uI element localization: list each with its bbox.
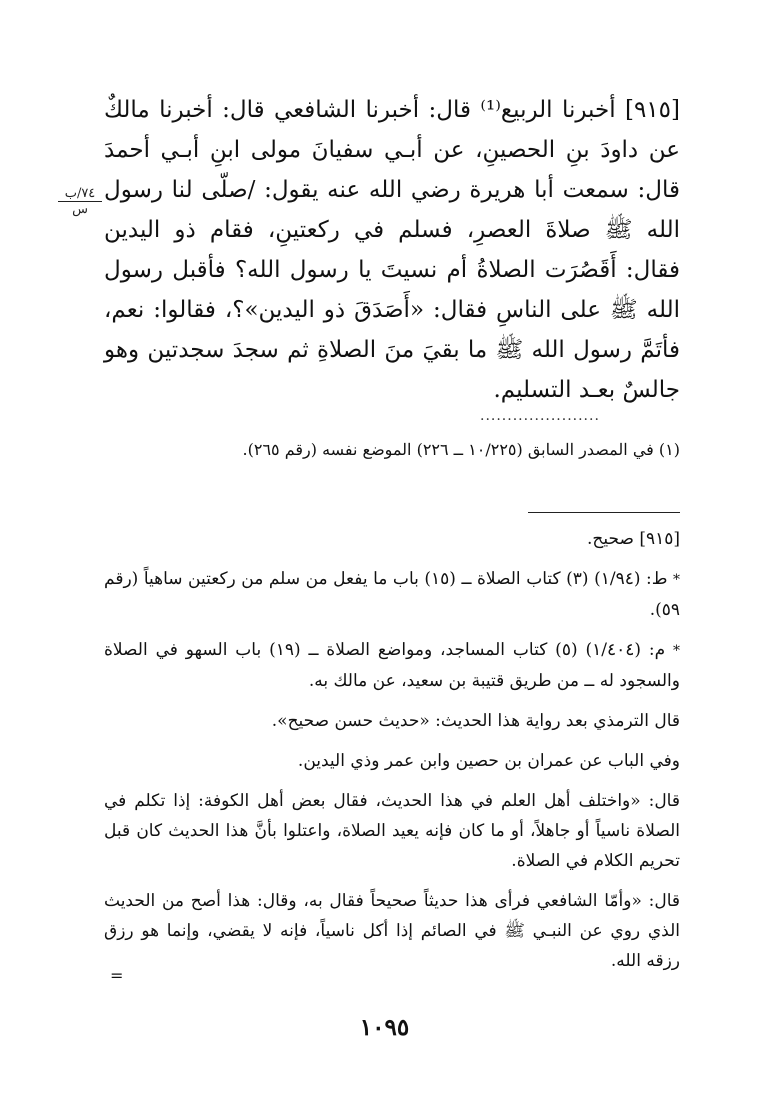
source-item-muwatta-text: ط: (١/٩٤) (٣) كتاب الصلاة ــ (١٥) باب ما يفعل من سلم من ركعتين ساهياً (رقم ٥٩). bbox=[104, 569, 680, 620]
tirmidhi-grading: قال الترمذي بعد رواية هذا الحديث: «حديث حسن صحيح». bbox=[271, 711, 680, 731]
commentary-block bbox=[104, 524, 680, 986]
scholars-difference: قال: «واختلف أهل العلم في هذا الحديث، فقال بعض أهل الكوفة: إذا تكلم في الصلاة ناسياً أو جاهلاً، أو ما كان فإنه يعيد الصلاة، واعتلوا بأنَّ هذا الحديث كان قبل تحريم الكلام في الصلاة. bbox=[104, 791, 680, 871]
star-icon: * bbox=[673, 643, 680, 659]
shafii-opinion: قال: «وأمّا الشافعي فرأى هذا حديثاً صحيحاً فقال به، وقال: هذا أصح من الحديث الذي روي عن النبـي ﷺ في الصائم إذا أكل ناسياً، فإنه لا يقضي، وإنما هو رزق رزقه الله. bbox=[104, 891, 680, 971]
commentary-heading: [٩١٥] صحيح. bbox=[587, 529, 680, 549]
page-number: ١٠٩٥ bbox=[359, 1014, 410, 1041]
continuation-mark: = bbox=[110, 966, 124, 985]
hadith-915-text: [٩١٥] أخبرنا الربيع⁽¹⁾ قال: أخبرنا الشافعي قال: أخبرنا مالكٌ عن داودَ بنِ الحصينِ، عن أبـي سفيانَ مولى ابنِ أبـي أحمدَ قال: سمعت أبا هريرة رضي الله عنه يقول: /صلّى لنا رسول الله ﷺ صلاةَ العصرِ، فسلم في ركعتينِ، فقام ذو اليدين فقال: أَقَصُرَت الصلاةُ أم نسيتَ يا رسول الله؟ فأقبل رسول الله ﷺ على الناسِ فقال: «أَصَدَقَ ذو اليدين»؟، فقالوا: نعم، فأتَمَّ رسول الله ﷺ ما بقيَ منَ الصلاةِ ثم سجدَ سجدتين وهو جالسٌ بعـد التسليم. bbox=[104, 97, 680, 403]
footnote-separator: ...................... bbox=[480, 408, 600, 424]
manuscript-siglum: س bbox=[72, 202, 88, 217]
star-icon: * bbox=[673, 572, 681, 588]
manuscript-folio-note bbox=[58, 186, 102, 218]
related-narrations: وفي الباب عن عمران بن حصين وابن عمر وذي اليدين. bbox=[297, 751, 680, 771]
hadith-text-block bbox=[104, 90, 680, 410]
commentary-divider bbox=[528, 512, 680, 513]
source-item-muwatta bbox=[104, 564, 680, 625]
footnote-1: (١) في المصدر السابق (١٠/٢٢٥ ــ ٢٢٦) الموضع نفسه (رقم ٢٦٥). bbox=[242, 440, 680, 459]
source-item-muslim bbox=[104, 635, 680, 696]
folio-number: ٧٤/ب bbox=[58, 186, 102, 202]
source-item-muslim-text: م: (١/٤٠٤) (٥) كتاب المساجد، ومواضع الصلاة ــ (١٩) باب السهو في الصلاة والسجود له ــ من طريق قتيبة بن سعيد، عن مالك به. bbox=[104, 640, 680, 691]
